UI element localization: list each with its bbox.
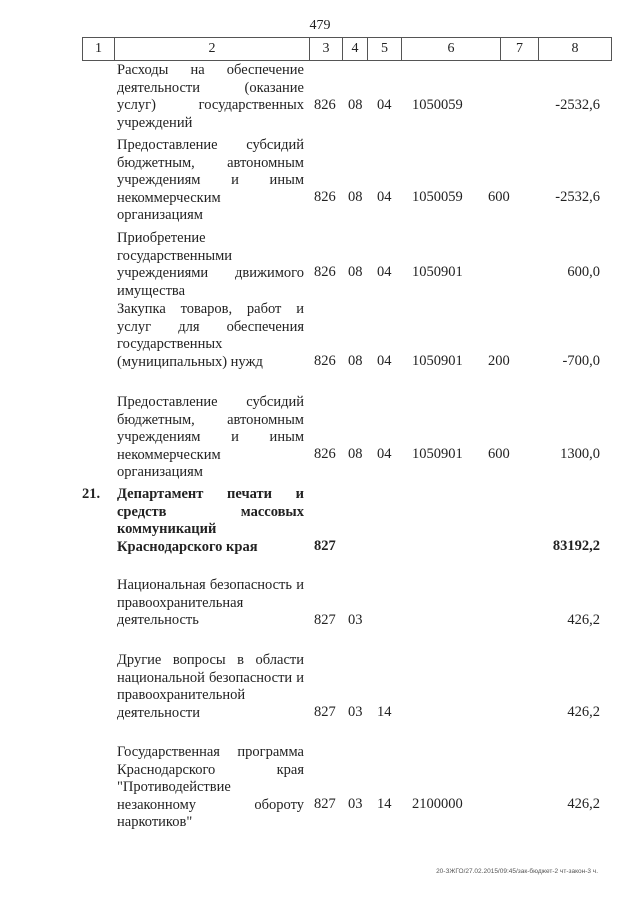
row-col-8: 83192,2	[552, 538, 600, 554]
row-col-4: 08	[348, 189, 363, 205]
row-col-3: 827	[314, 704, 336, 720]
row-name: Расходы на обеспечение деятельности (оказание услуг) государственных учреждений	[117, 62, 304, 131]
row-col-7: 200	[488, 353, 510, 369]
row-col-5: 04	[377, 189, 392, 205]
row-name: Предоставление субсидий бюджетным, автономным учреждениям и иным некоммерческим организациям	[117, 394, 304, 480]
header-cell-5: 5	[367, 38, 401, 60]
row-number: 21.	[82, 486, 101, 502]
row-col-8: 426,2	[567, 704, 600, 720]
row-col-8: -700,0	[562, 353, 600, 369]
header-cell-8: 8	[538, 38, 612, 60]
row-col-6: 1050901	[412, 446, 463, 462]
row-col-5: 04	[377, 264, 392, 280]
row-col-7: 600	[488, 446, 510, 462]
footer-file-stamp: 20-ЗЖГО/27.02.2015/09:45/зак-бюджет-2 чт-закон-3 ч.	[436, 868, 598, 875]
row-name: Предоставление субсидий бюджетным, автономным учреждениям и иным некоммерческим организациям	[117, 137, 304, 223]
row-col-8: 600,0	[567, 264, 600, 280]
header-cell-7: 7	[500, 38, 538, 60]
row-col-5: 04	[377, 446, 392, 462]
row-col-8: 426,2	[567, 612, 600, 628]
row-name: Приобретение государственными учреждениями движимого имущества	[117, 230, 304, 299]
row-col-6: 1050901	[412, 353, 463, 369]
row-name: Другие вопросы в области национальной безопасности и правоохранительной деятельности	[117, 652, 304, 721]
row-col-3: 826	[314, 353, 336, 369]
row-col-8: 1300,0	[560, 446, 600, 462]
row-col-4: 08	[348, 264, 363, 280]
page-number: 479	[309, 18, 331, 33]
header-cell-4: 4	[342, 38, 367, 60]
row-col-6: 1050059	[412, 189, 463, 205]
row-col-5: 04	[377, 97, 392, 113]
row-col-3: 826	[314, 264, 336, 280]
row-col-3: 827	[314, 538, 336, 554]
row-col-4: 03	[348, 796, 363, 812]
row-col-4: 08	[348, 446, 363, 462]
row-col-5: 14	[377, 796, 392, 812]
table-header	[82, 37, 612, 61]
row-col-6: 2100000	[412, 796, 463, 812]
row-col-8: 426,2	[567, 796, 600, 812]
row-col-4: 03	[348, 612, 363, 628]
row-col-4: 03	[348, 704, 363, 720]
row-col-8: -2532,6	[555, 97, 600, 113]
row-col-4: 08	[348, 97, 363, 113]
row-col-3: 827	[314, 612, 336, 628]
row-col-3: 827	[314, 796, 336, 812]
row-col-4: 08	[348, 353, 363, 369]
row-col-3: 826	[314, 189, 336, 205]
row-col-8: -2532,6	[555, 189, 600, 205]
header-cell-3: 3	[309, 38, 342, 60]
row-col-6: 1050059	[412, 97, 463, 113]
row-name: Департамент печати и средств массовых коммуникаций Краснодарского края	[117, 486, 304, 555]
row-name: Государственная программа Краснодарского края "Противодействие незаконному обороту наркотиков"	[117, 744, 304, 830]
row-col-6: 1050901	[412, 264, 463, 280]
header-cell-6: 6	[401, 38, 500, 60]
header-cell-2: 2	[114, 38, 309, 60]
row-col-5: 04	[377, 353, 392, 369]
row-col-5: 14	[377, 704, 392, 720]
row-name: Закупка товаров, работ и услуг для обеспечения государственных (муниципальных) нужд	[117, 301, 304, 370]
row-col-3: 826	[314, 97, 336, 113]
header-cell-1: 1	[82, 38, 114, 60]
row-name: Национальная безопасность и правоохранительная деятельность	[117, 577, 304, 628]
row-col-7: 600	[488, 189, 510, 205]
row-col-3: 826	[314, 446, 336, 462]
